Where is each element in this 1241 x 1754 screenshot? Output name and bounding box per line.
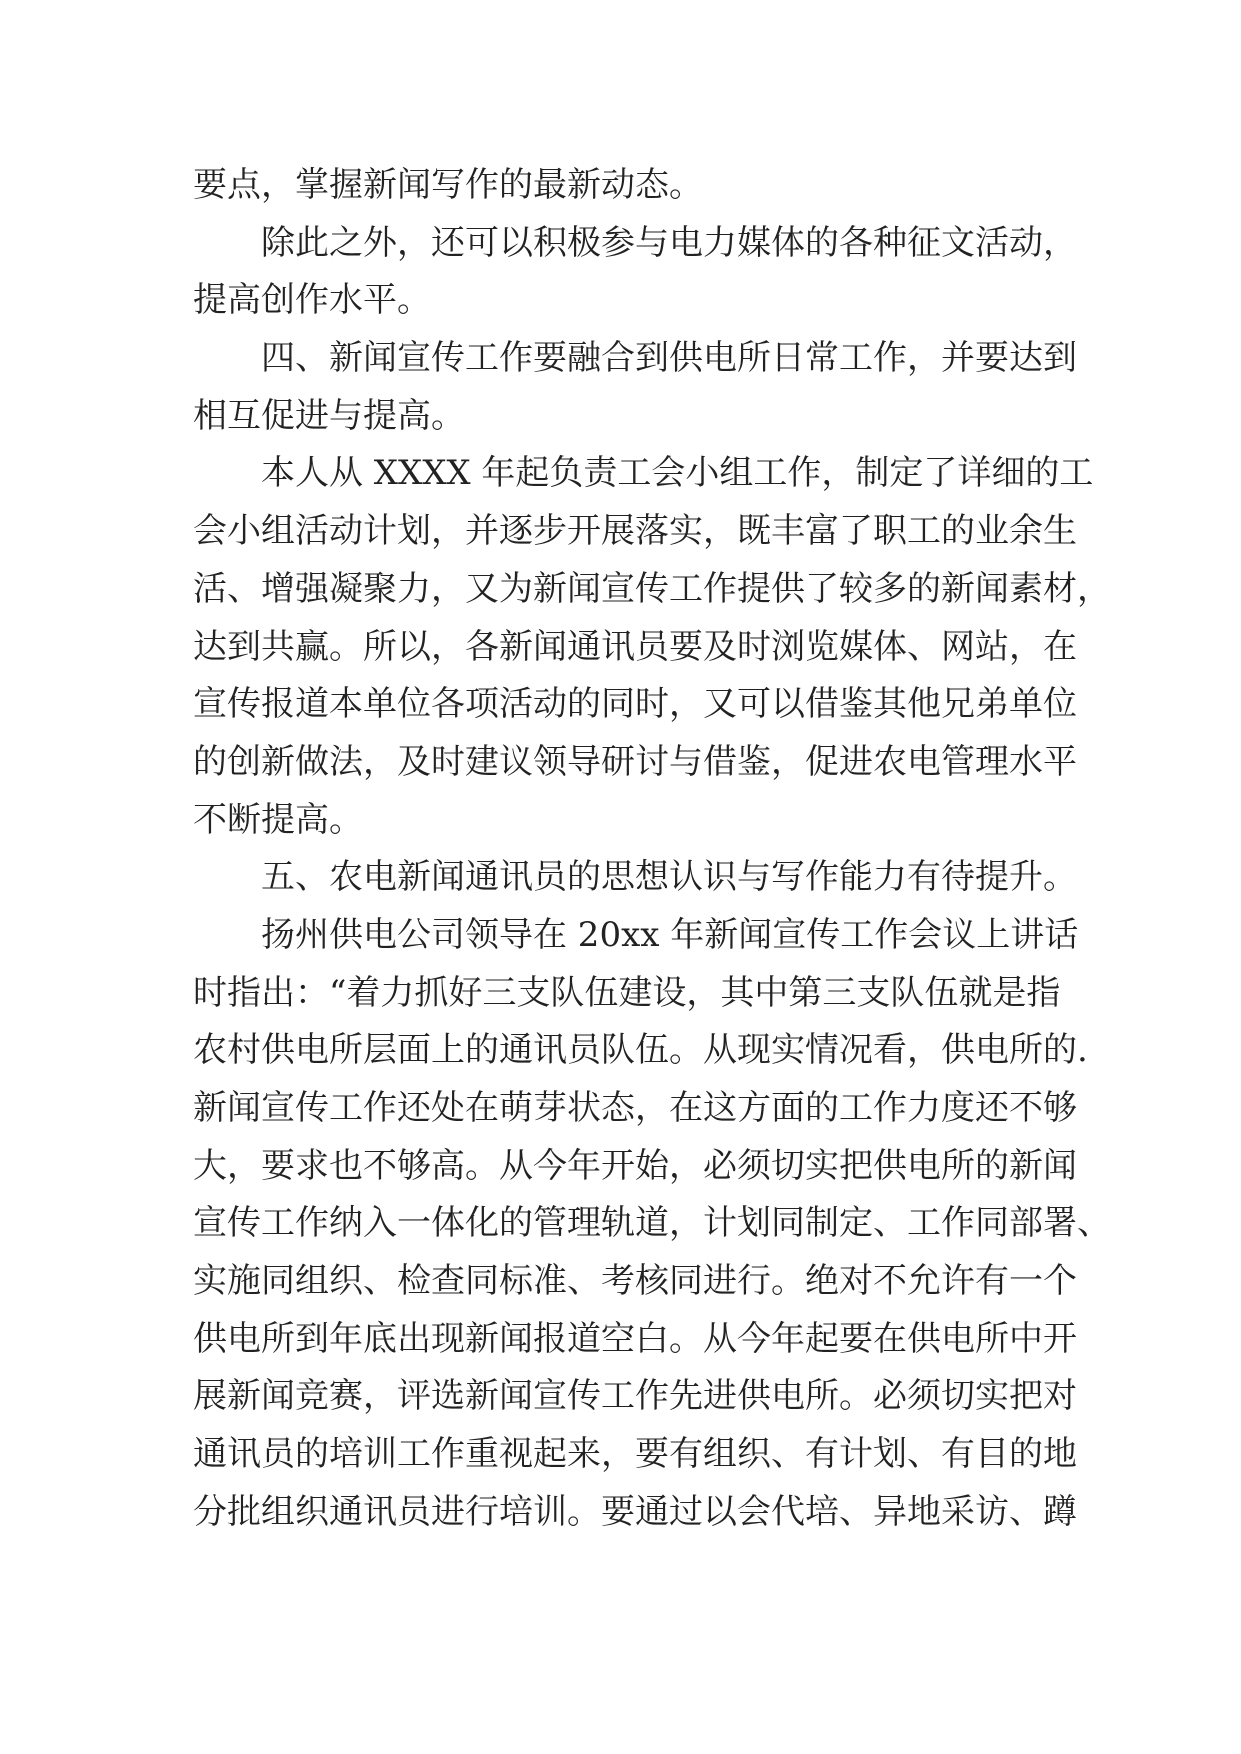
text-line: 宣传报道本单位各项活动的同时，又可以借鉴其他兄弟单位 — [193, 684, 1077, 725]
text-line: 供电所到年底出现新闻报道空白。从今年起要在供电所中开 — [193, 1318, 1077, 1359]
text-line: 大，要求也不够高。从今年开始，必须切实把供电所的新闻 — [193, 1145, 1077, 1186]
text-line: 达到共赢。所以，各新闻通讯员要及时浏览媒体、网站，在 — [193, 626, 1077, 667]
text-line: 相互促进与提高。 — [193, 395, 465, 436]
text-line: 五、农电新闻通讯员的思想认识与写作能力有待提升。 — [261, 857, 1077, 898]
text-line: 除此之外，还可以积极参与电力媒体的各种征文活动， — [261, 222, 1077, 263]
text-line: 提高创作水平。 — [193, 280, 431, 321]
text-line: 活、增强凝聚力，又为新闻宣传工作提供了较多的新闻素材， — [193, 568, 1111, 609]
text-line: 新闻宣传工作还处在萌芽状态，在这方面的工作力度还不够 — [193, 1088, 1077, 1128]
text-line: 扬州供电公司领导在 20xx 年新闻宣传工作会议上讲话 — [261, 914, 1079, 955]
text-line: 分批组织通讯员进行培训。要通过以会代培、异地采访、蹲 — [193, 1491, 1077, 1532]
text-line: 宣传工作纳入一体化的管理轨道，计划同制定、工作同部署、 — [193, 1203, 1111, 1244]
document-body — [193, 157, 1111, 1542]
text-line: 时指出：“着力抓好三支队伍建设，其中第三支队伍就是指 — [193, 972, 1061, 1013]
text-line: 要点，掌握新闻写作的最新动态。 — [193, 165, 703, 205]
text-line: 本人从 XXXX 年起负责工会小组工作，制定了详细的工 — [261, 453, 1094, 494]
text-line: 展新闻竞赛，评选新闻宣传工作先进供电所。必须切实把对 — [193, 1376, 1077, 1417]
text-line: 实施同组织、检查同标准、考核同进行。绝对不允许有一个 — [193, 1261, 1077, 1302]
text-line: 的创新做法，及时建议领导研讨与借鉴，促进农电管理水平 — [193, 741, 1077, 782]
text-line: 四、新闻宣传工作要融合到供电所日常工作，并要达到 — [261, 338, 1077, 379]
text-line: 通讯员的培训工作重视起来，要有组织、有计划、有目的地 — [193, 1434, 1077, 1475]
text-line: 会小组活动计划，并逐步开展落实，既丰富了职工的业余生 — [193, 511, 1077, 552]
text-line: 农村供电所层面上的通讯员队伍。从现实情况看，供电所的. — [193, 1030, 1088, 1071]
text-line: 不断提高。 — [193, 799, 363, 840]
